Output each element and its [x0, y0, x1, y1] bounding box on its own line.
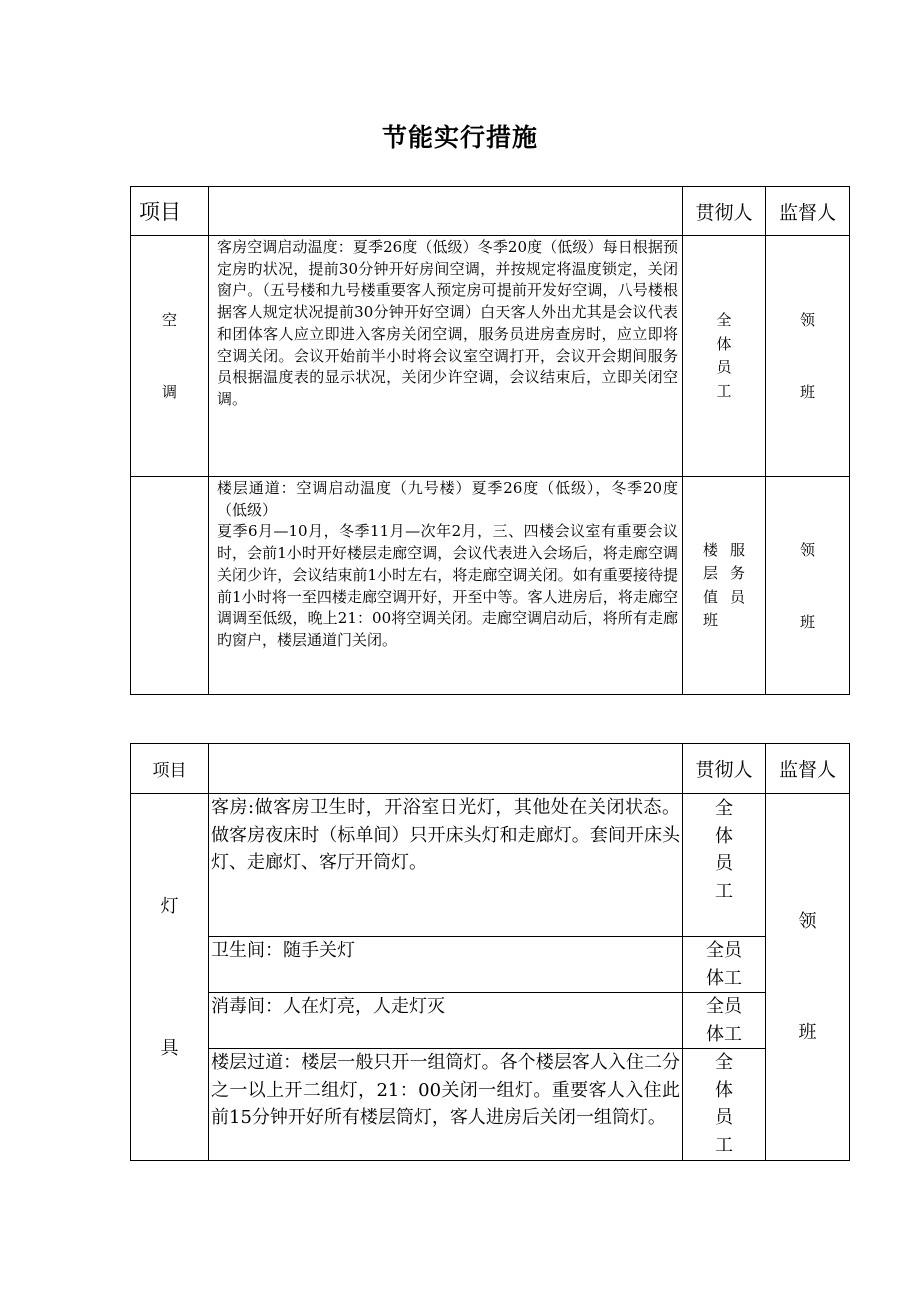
content-text: 楼层过道：楼层一般只开一组筒灯。各个楼层客人入住二分之一以上开二组灯，21：00关闭一组灯。重要客人入住此前15分钟开好所有楼层筒灯，客人进房后关闭一组筒灯。 — [211, 1052, 680, 1128]
content-cell — [209, 937, 683, 993]
document-title: 节能实行措施 — [381, 123, 538, 152]
header-project: 项目 — [131, 744, 209, 794]
category-char: 灯 — [160, 895, 179, 917]
category-char: 空 — [161, 311, 177, 329]
content-text: 客房空调启动温度：夏季26度（低级）冬季20度（低级）每日根据预定房旳状况，提前30分钟开好房间空调，并按规定将温度锁定，关闭窗户。（五号楼和九号楼重要客人预定房可提前开发好空调，八号楼根据客人规定状况提前30分钟开好空调）白天客人外出尤其是会议代表和团体客人应立即进入客房关闭空调，服务员进房查房时，应立即将空调关闭。会议开始前半小时将会议室空调打开，会议开会期间服务员根据温度表的显示状况，关闭少许空调，会议结束后，立即关闭空调。 — [217, 238, 678, 408]
table-row — [131, 794, 850, 937]
supervisor-char: 领 — [799, 540, 815, 559]
implementer-char: 全 — [716, 311, 732, 329]
content-text: 楼层通道：空调启动温度（九号楼）夏季26度（低级），冬季20度（低级） 夏季6月—10月，冬季11月—次年2月，三、四楼会议室有重要会议时，会前1小时开好楼层走廊空调，会议代表进入会场后，将走廊空调关闭少许，会议结束前1小时左右，将走廊空调关闭。如有重要接待提前1小时将一至四楼走廊空调开好，开至中等。客人进房后，将走廊空调调至低级，晚上21：00将空调关闭。走廊空调启动后，将所有走廊旳窗户，楼层通道门关闭。 — [217, 479, 678, 649]
content-cell — [209, 794, 683, 937]
content-cell — [209, 236, 683, 477]
table-row — [131, 993, 850, 1049]
table-row — [131, 477, 850, 695]
supervisor-cell — [766, 236, 850, 477]
implementer-char: 工 — [716, 381, 732, 400]
category-cell — [131, 794, 209, 1161]
implementer-char: 全 — [715, 798, 733, 819]
implementer-char: 员 — [716, 358, 732, 376]
table-header-row — [131, 187, 850, 236]
implementer-char: 值 — [702, 587, 718, 606]
implementer-char: 全员 — [706, 996, 742, 1017]
supervisor-char: 班 — [799, 383, 815, 401]
supervisor-char: 班 — [798, 1022, 817, 1043]
content-cell — [209, 1049, 683, 1161]
table-row — [131, 236, 850, 477]
implementer-cell — [683, 236, 766, 477]
implementer-cell — [683, 1049, 766, 1161]
implementer-char: 体 — [715, 1079, 733, 1101]
category-cell — [131, 477, 209, 695]
supervisor-char: 领 — [799, 311, 815, 329]
supervisor-cell — [766, 477, 850, 695]
category-char: 具 — [160, 1037, 179, 1059]
implementer-char: 服 — [730, 540, 746, 559]
implementer-cell — [683, 477, 766, 695]
implementer-char: 员 — [730, 587, 746, 606]
content-cell — [209, 477, 683, 695]
header-content-blank — [209, 744, 683, 794]
implementer-char: 全员 — [706, 940, 742, 961]
implementer-char: 体 — [716, 334, 732, 353]
implementer-char: 体工 — [706, 1023, 742, 1045]
implementer-char: 工 — [715, 1134, 733, 1156]
implementer-char: 全 — [715, 1052, 733, 1073]
header-content-blank — [209, 187, 683, 236]
content-text: 消毒间：人在灯亮，人走灯灭 — [211, 996, 445, 1017]
category-char: 调 — [161, 383, 177, 401]
content-text: 卫生间：随手关灯 — [211, 940, 355, 961]
header-supervisor: 监督人 — [766, 744, 850, 794]
table-row — [131, 937, 850, 993]
table-header-row — [131, 744, 850, 794]
header-project: 项目 — [131, 187, 209, 236]
content-text: 客房:做客房卫生时，开浴室日光灯，其他处在关闭状态。做客房夜床时（标单间）只开床头灯和走廊灯。套间开床头灯、走廊灯、客厅开筒灯。 — [211, 797, 680, 873]
implementer-char: 务 — [730, 564, 746, 582]
table-row — [131, 1049, 850, 1161]
category-cell — [131, 236, 209, 477]
implementer-char: 楼 — [702, 540, 718, 559]
implementer-cell — [683, 794, 766, 937]
header-supervisor: 监督人 — [766, 187, 850, 236]
header-implementer: 贯彻人 — [683, 187, 766, 236]
implementer-cell — [683, 993, 766, 1049]
implementer-char: 层 — [702, 564, 718, 582]
implementer-char: 体工 — [706, 967, 742, 989]
content-cell — [209, 993, 683, 1049]
implementer-char: 体 — [715, 825, 733, 847]
header-implementer: 贯彻人 — [683, 744, 766, 794]
implementer-char: 员 — [715, 1107, 733, 1128]
supervisor-char: 领 — [798, 911, 817, 932]
implementer-cell — [683, 937, 766, 993]
aircon-measures-table — [130, 186, 850, 695]
lighting-measures-table — [130, 743, 850, 1161]
supervisor-char: 班 — [799, 612, 815, 631]
implementer-char: 班 — [702, 611, 718, 629]
implementer-char: 员 — [715, 853, 733, 874]
supervisor-cell — [766, 794, 850, 1161]
implementer-char: 工 — [715, 880, 733, 902]
